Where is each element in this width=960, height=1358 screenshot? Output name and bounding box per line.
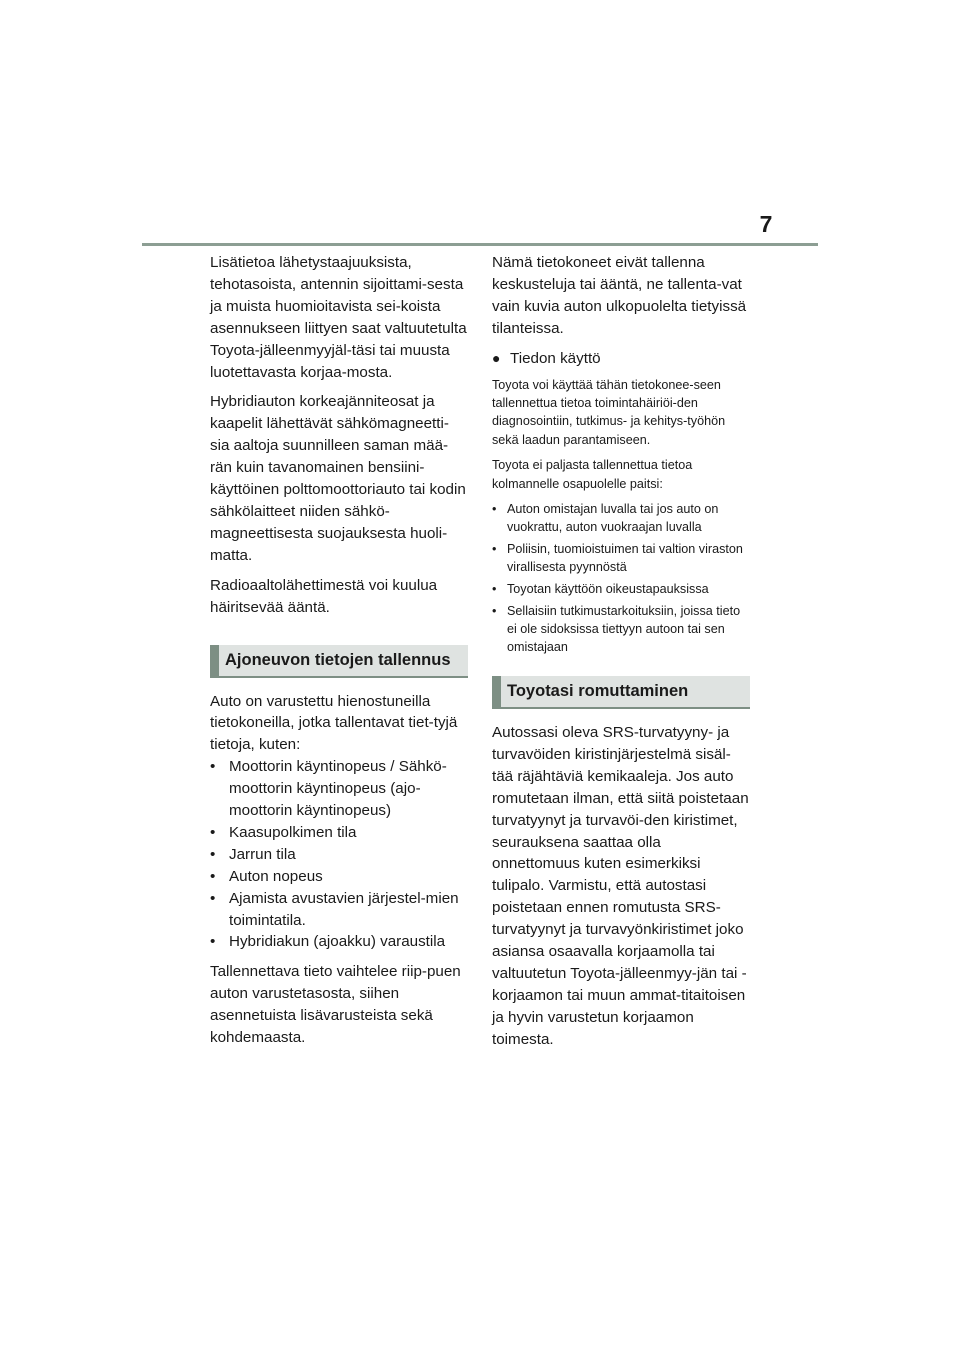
disclosure-exceptions-list (492, 500, 750, 656)
subheading-label: Tiedon käyttö (510, 349, 601, 367)
list-item: • Toyotan käyttöön oikeustapauksissa (492, 580, 750, 598)
section-heading-data-recording: Ajoneuvon tietojen tallennus (210, 645, 468, 678)
paragraph-disclosure: Toyota ei paljasta tallennettua tietoa kolmannelle osapuolelle paitsi: (492, 458, 693, 491)
paragraph-no-audio-recording: Nämä tietokoneet eivät tallenna keskusteluja tai ääntä, ne tallenta-vat vain kuvia auton ulkopuolelta tietyissä tilanteissa. (492, 254, 747, 337)
list-item: • Hybridiakun (ajoakku) varaustila (210, 931, 468, 953)
paragraph-computers-intro: Auto on varustettu hienostuneilla tietokoneilla, jotka tallentavat tiet-tyjä tietoja, kuten: (210, 692, 458, 754)
section-heading-scrapping: Toyotasi romuttaminen (492, 676, 750, 709)
list-item: • Sellaisiin tutkimustarkoituksiin, joissa tieto ei ole sidoksissa tiettyyn autoon tai sen omistajaan (492, 602, 750, 656)
paragraph-radio-noise: Radioaaltolähettimestä voi kuulua häiritsevää ääntä. (210, 576, 438, 616)
left-column (210, 252, 468, 1057)
list-item: • Poliisin, tuomioistuimen tai valtion viraston virallisesta pyynnöstä (492, 540, 750, 576)
list-item: • Moottorin käyntinopeus / Sähkö-moottorin käyntinopeus (ajo-moottorin käyntinopeus) (210, 756, 468, 822)
paragraph-hybrid-emissions: Hybridiauton korkeajänniteosat ja kaapelit lähettävät sähkömagneetti-sia aaltoja suunnilleen saman mää-rän kuin tavanomainen bensiini-käyttöinen polttomoottoriauto tai kodin sähkölaitteet niiden sähkö-magneettisesta suojauksesta huoli-matta. (210, 393, 466, 564)
list-item: • Kaasupolkimen tila (210, 822, 468, 844)
list-item: • Auton omistajan luvalla tai jos auto on vuokrattu, auton vuokraajan luvalla (492, 500, 750, 536)
paragraph-data-usage: Toyota voi käyttää tähän tietokonee-seen tallennettua tietoa toimintahäiriöi-den diagnosointiin, tutkimus- ja kehitys-työhön sekä laadun parantamiseen. (492, 377, 726, 447)
header-rule (142, 243, 818, 246)
right-column (492, 252, 750, 1059)
paragraph-scrapping: Autossasi oleva SRS-turvatyyny- ja turvavöiden kiristinjärjestelmä sisäl-tää räjähtäviä kemikaaleja. Jos auto romutetaan ilman, että siitä poistetaan turvatyynyt ja turvavöi-den kiristimet, seurauksena saattaa olla onnettomuus kuten esimerkiksi tulipalo. Varmistu, että autostasi poistetaan ennen romutusta SRS-turvatyynyt ja turvavyönkiristimet joko asiansa osaavalla korjaamolla tai valtuutetun Toyota-jälleenmyy-jän tai -korjaamon tai muun ammat-titaitoisen ja hyvin varustetun korjaamon toimesta. (492, 723, 749, 1048)
page-number: 7 (759, 211, 773, 237)
list-item: • Ajamista avustavien järjestel-mien toimintatila. (210, 888, 468, 932)
list-item: • Auton nopeus (210, 866, 468, 888)
filled-circle-icon: ● (492, 349, 501, 366)
paragraph-recorded-data-varies: Tallennettava tieto vaihtelee riip-puen auton varustetasosta, siihen asennetuista lisävarusteista sekä kohdemaasta. (210, 963, 461, 1047)
recorded-data-list (210, 756, 468, 953)
paragraph-frequency-info: Lisätietoa lähetystaajuuksista, tehotasoista, antennin sijoittami-sesta ja muista huomioitavista sei-koista asennukseen liittyen saat valtuutetulta Toyota-jälleenmyyjäl-täsi tai muusta luotettavasta korjaa-mosta. (210, 254, 467, 381)
subheading-data-usage (492, 348, 750, 370)
list-item: • Jarrun tila (210, 844, 468, 866)
